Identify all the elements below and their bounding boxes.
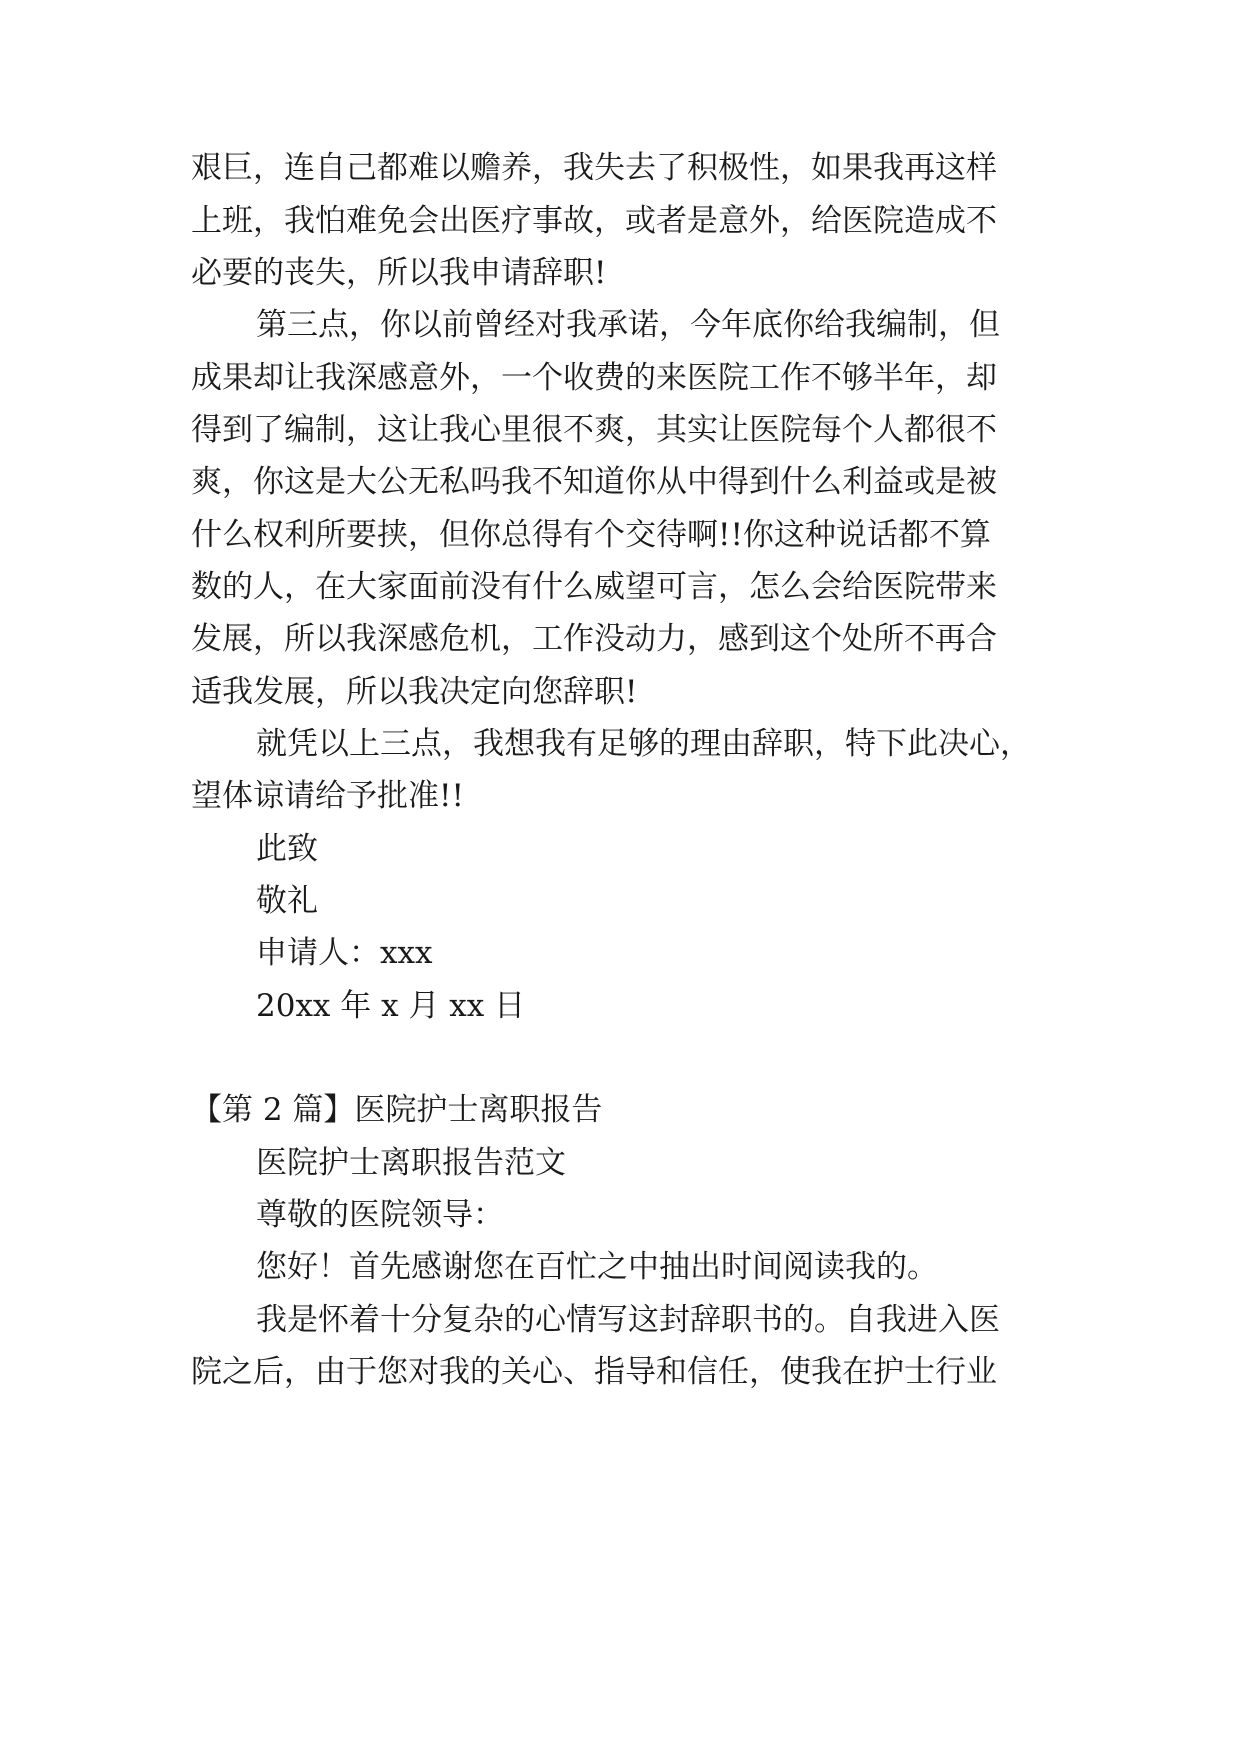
closing-salutation: 此致 — [256, 831, 318, 867]
paragraph-line: 必要的丧失，所以我申请辞职! — [191, 255, 607, 291]
paragraph-line: 望体谅请给予批准!! — [191, 778, 464, 814]
paragraph-line: 我是怀着十分复杂的心情写这封辞职书的。自我进入医 — [256, 1302, 1000, 1338]
paragraph-line: 院之后，由于您对我的关心、指导和信任，使我在护士行业 — [191, 1354, 997, 1390]
date-line: 20xx 年 x 月 xx 日 — [256, 988, 526, 1024]
section-subtitle: 医院护士离职报告范文 — [256, 1145, 566, 1181]
paragraph-line: 爽，你这是大公无私吗我不知道你从中得到什么利益或是被 — [191, 464, 997, 500]
applicant-line: 申请人：xxx — [256, 935, 433, 971]
paragraph-line: 什么权利所要挟，但你总得有个交待啊!!你这种说话都不算 — [191, 517, 991, 553]
opening-line: 您好！首先感谢您在百忙之中抽出时间阅读我的。 — [256, 1249, 938, 1285]
paragraph-line: 得到了编制，这让我心里很不爽，其实让医院每个人都很不 — [191, 412, 997, 448]
paragraph-line: 数的人，在大家面前没有什么威望可言，怎么会给医院带来 — [191, 569, 997, 605]
paragraph-line: 第三点，你以前曾经对我承诺，今年底你给我编制，但 — [256, 307, 1000, 343]
section-heading: 【第 2 篇】医院护士离职报告 — [191, 1092, 603, 1128]
paragraph-line: 就凭以上三点，我想我有足够的理由辞职，特下此决心， — [256, 726, 1031, 762]
paragraph-line: 适我发展，所以我决定向您辞职! — [191, 674, 638, 710]
paragraph-line: 上班，我怕难免会出医疗事故，或者是意外，给医院造成不 — [191, 203, 997, 239]
paragraph-line: 艰巨，连自己都难以赡养，我失去了积极性，如果我再这样 — [191, 150, 997, 186]
paragraph-line: 发展，所以我深感危机，工作没动力，感到这个处所不再合 — [191, 621, 997, 657]
greeting-line: 尊敬的医院领导： — [256, 1197, 504, 1233]
paragraph-line: 成果却让我深感意外，一个收费的来医院工作不够半年，却 — [191, 360, 997, 396]
closing-salutation: 敬礼 — [256, 883, 318, 919]
